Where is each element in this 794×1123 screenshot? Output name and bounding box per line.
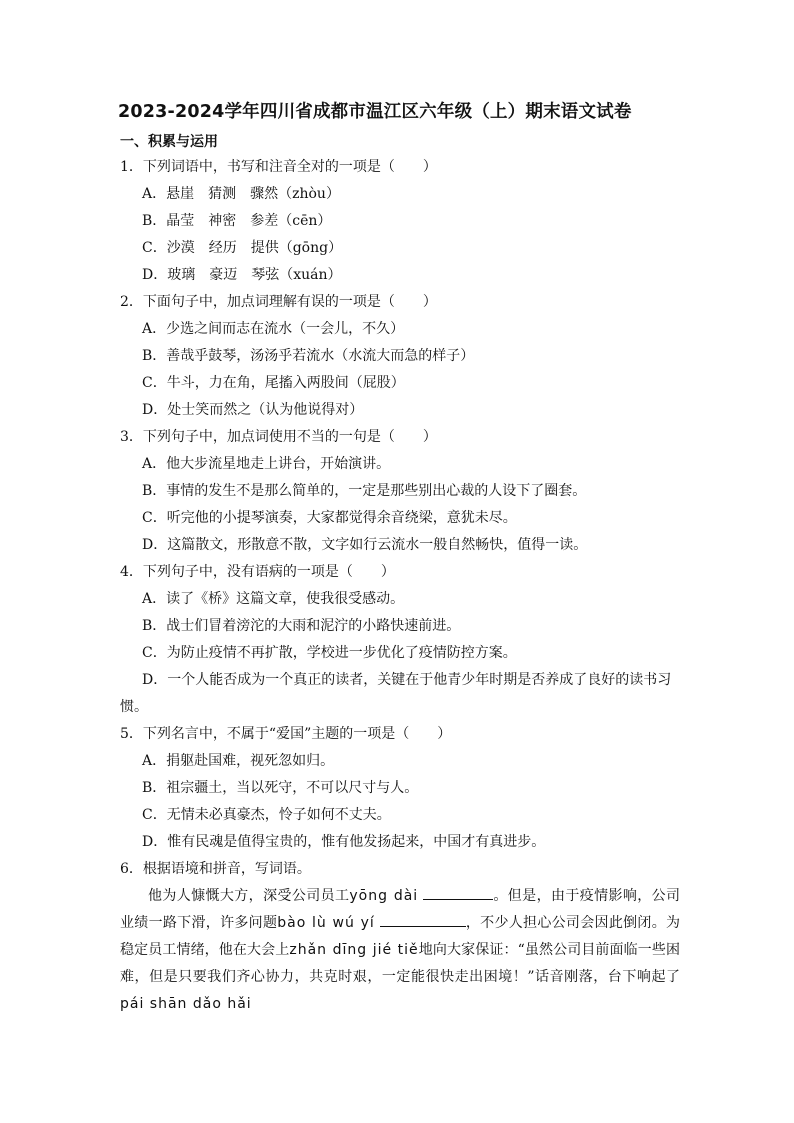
option-c: C．牛斗，力在角，尾搐入两股间（屁股） [142,375,405,391]
option-a: A．读了《桥》这篇文章，使我很受感动。 [142,591,405,607]
question-stem: 2．下面句子中，加点词理解有误的一项是（ ） [120,294,437,310]
question-list [120,154,680,1018]
pinyin-yong-dai: yōng dài [349,888,419,904]
question-2 [120,289,680,424]
answer-blank-2[interactable] [380,912,466,927]
paragraph-text: 地向大家保证：“虽然公司目前面临一些困难，但是只要我们齐心协力，共克时艰，一定能很快走出困境！”话音刚落，台下响起了 [120,942,681,985]
question-stem: 4．下列句子中，没有语病的一项是（ ） [120,564,395,580]
option-d: D．玻璃 豪迈 琴弦（xuán） [142,267,342,283]
option-a: A．他大步流星地走上讲台，开始演讲。 [142,456,391,472]
question-1 [120,154,680,289]
question-stem: 3．下列句子中，加点词使用不当的一句是（ ） [120,429,437,445]
option-c: C．听完他的小提琴演奏，大家都觉得余音绕梁，意犹未尽。 [142,510,517,526]
paragraph-text: ，不少人担心公司会因此倒闭。为稳定员工情绪，他在大会上 [120,915,681,958]
question-stem: 1．下列词语中，书写和注音全对的一项是（ ） [120,159,437,175]
pinyin-pai-shan-dao-hai: pái shān dǎo hǎi [120,996,252,1012]
option-a: A．少选之间而志在流水（一会儿，不久） [142,321,405,337]
section-heading: 一、积累与运用 [120,134,218,150]
option-c: C．无情未必真豪杰，怜子如何不丈夫。 [142,807,391,823]
option-a: A．悬崖 猜测 骤然（zhòu） [142,186,340,202]
context-paragraph [120,883,680,1018]
option-b: B．善哉乎鼓琴，汤汤乎若流水（水流大而急的样子） [142,348,475,364]
option-d: D．惟有民魂是值得宝贵的，惟有他发扬起来，中国才有真进步。 [142,834,546,850]
option-a: A．捐躯赴国难，视死忽如归。 [142,753,335,769]
option-b: B．战士们冒着滂沱的大雨和泥泞的小路快速前进。 [142,618,461,634]
option-c: C．为防止疫情不再扩散，学校进一步优化了疫情防控方案。 [142,645,517,661]
option-c: C．沙漠 经历 提供（gōng） [142,240,343,256]
question-4 [120,559,680,721]
option-d: D．这篇散文，形散意不散，文字如行云流水一般自然畅快，值得一读。 [142,537,588,553]
pinyin-zhan-ding-jie-tie: zhǎn dīng jié tiě [289,942,419,958]
paragraph-text: 。但是，由于疫情影响，公司业绩一路下滑，许多问题 [120,888,681,931]
question-6 [120,856,680,1018]
paragraph-text: 他为人慷慨大方，深受公司员工 [148,888,350,904]
page-title: 2023-2024学年四川省成都市温江区六年级（上）期末语文试卷 [118,102,632,122]
question-stem: 6．根据语境和拼音，写词语。 [120,861,311,877]
option-b: B．事情的发生不是那么简单的，一定是那些别出心裁的人设下了圈套。 [142,483,587,499]
question-5 [120,721,680,856]
option-d: D．处士笑而然之（认为他说得对） [142,402,364,418]
option-d: D．一个人能否成为一个真正的读者，关键在于他青少年时期是否养成了良好的读书习惯。 [120,672,672,715]
option-b: B．祖宗疆土，当以死守，不可以尺寸与人。 [142,780,419,796]
option-b: B．晶莹 神密 参差（cēn） [142,213,332,229]
question-stem: 5．下列名言中，不属于“爱国”主题的一项是（ ） [120,726,452,742]
pinyin-bao-lu-wu-yi: bào lù wú yí [277,915,375,931]
question-3 [120,424,680,559]
answer-blank-1[interactable] [423,885,493,900]
